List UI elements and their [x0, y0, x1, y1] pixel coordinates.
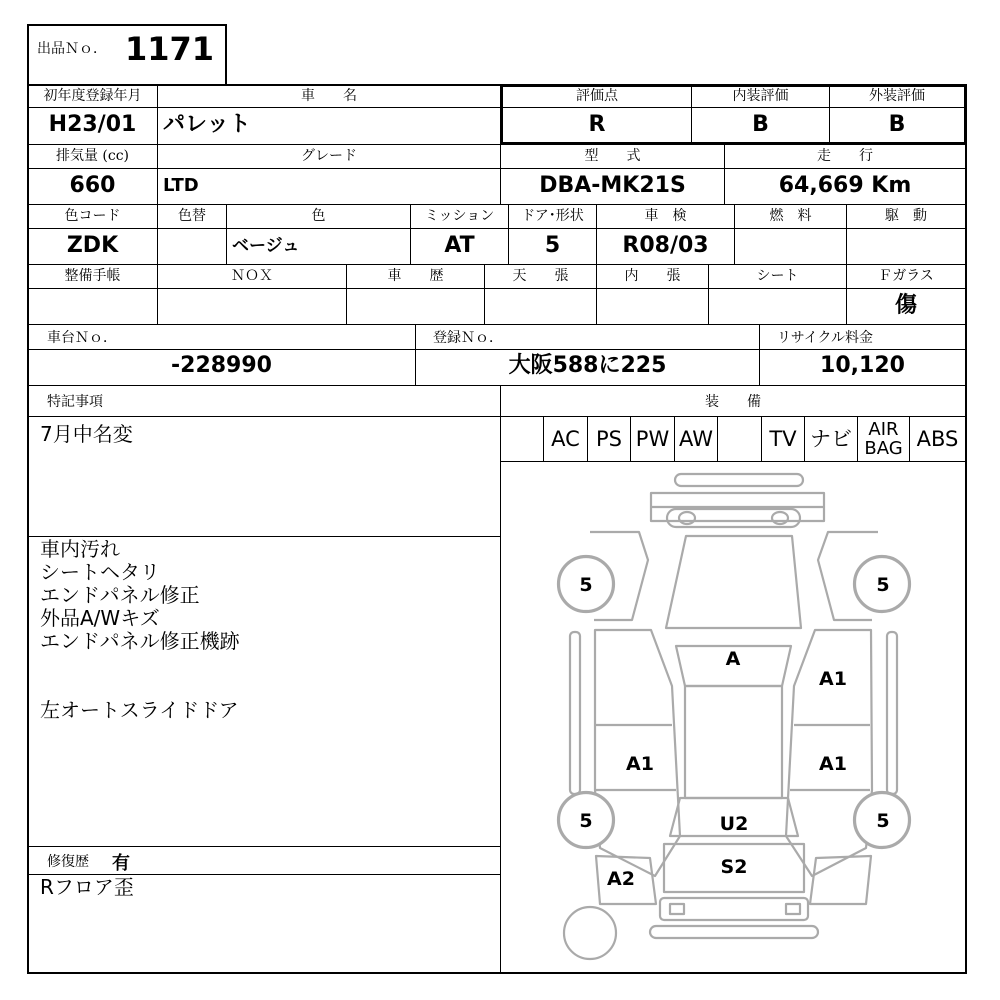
- rear-left-mark: A2: [607, 868, 635, 890]
- equipment-item-blank-2: [718, 417, 761, 461]
- repair-note: Rフロア歪: [40, 875, 134, 899]
- note-block-2: 車内汚れ シートヘタリ エンドパネル修正 外品A/Wキズ エンドパネル修正機跡: [40, 537, 240, 653]
- transmission-value: AT: [444, 233, 475, 258]
- grade-header: グレード: [301, 148, 357, 164]
- car-name-value: パレット: [163, 112, 251, 137]
- service-book-header: 整備手帳: [64, 268, 121, 284]
- note-line-3: 左オートスライドドア: [40, 698, 239, 722]
- exterior-header: 外装評価: [869, 88, 925, 104]
- reg-no-header: 登録Ｎｏ．: [433, 330, 503, 346]
- model-code-header: 型 式: [584, 148, 641, 164]
- displacement-value: 660: [69, 173, 116, 198]
- lot-box-left: [27, 24, 29, 84]
- roof-outline: [685, 686, 782, 798]
- front-right-mark: A1: [819, 668, 847, 690]
- car-name-header: 車 名: [301, 88, 357, 104]
- inspection-value: R08/03: [622, 233, 709, 258]
- inspection-header: 車 検: [644, 208, 687, 224]
- f-glass-value: 傷: [894, 293, 917, 318]
- f-glass-header: Ｆガラス: [878, 268, 934, 284]
- lot-number: 1171: [125, 30, 215, 68]
- nox-value: [158, 288, 346, 324]
- transmission-header: ミッション: [424, 208, 495, 224]
- lot-label: 出品Ｎｏ．: [37, 41, 107, 57]
- equipment-header: 装 備: [705, 394, 761, 410]
- grade-value: LTD: [163, 175, 199, 196]
- chassis-no-value: -228990: [171, 353, 272, 378]
- equipment-item-pw: PW: [635, 427, 670, 451]
- equipment-item-tv: TV: [769, 427, 797, 451]
- service-book-value: [28, 288, 157, 324]
- displacement-header: 排気量 (cc): [55, 148, 130, 164]
- mileage-header: 走 行: [817, 148, 873, 164]
- frame-right: [965, 84, 967, 974]
- car-damage-diagram: [502, 462, 965, 972]
- model-code-value: DBA-MK21S: [539, 173, 686, 198]
- drive-value: [847, 228, 965, 264]
- color-code-value: ZDK: [66, 233, 119, 258]
- lot-box-right: [225, 24, 227, 84]
- note-line-1: 7月中名変: [40, 422, 133, 446]
- nox-header: ＮＯＸ: [231, 268, 273, 284]
- rear-panel-mark: U2: [719, 813, 749, 835]
- seat-value: [709, 288, 846, 324]
- left-door-mark: A1: [626, 753, 654, 775]
- fuel-header: 燃 料: [769, 208, 812, 224]
- recycle-fee-header: リサイクル料金: [777, 330, 874, 346]
- roof-value: [485, 288, 596, 324]
- repair-history-value: 有: [112, 853, 130, 874]
- history-value: [347, 288, 484, 324]
- frame-bottom: [27, 972, 967, 974]
- score-header: 評価点: [576, 88, 618, 104]
- rear-bumper-mark: S2: [720, 856, 748, 878]
- inner-lining-header: 内 張: [624, 268, 681, 284]
- chassis-no-header: 車台Ｎｏ．: [47, 330, 117, 346]
- windshield-outline: [666, 536, 801, 628]
- color-change-header: 色替: [178, 208, 206, 224]
- equipment-item-ps: PS: [596, 427, 622, 451]
- tire-fr-mark: 5: [876, 574, 890, 596]
- color-header: 色: [311, 208, 326, 224]
- color-change-value: [158, 228, 226, 264]
- repair-history-header: 修復歴: [47, 854, 89, 870]
- recycle-fee-value: 10,120: [820, 353, 905, 378]
- equipment-item-abs: ABS: [916, 427, 959, 451]
- right-door-mark: A1: [819, 753, 847, 775]
- equipment-item-aw: AW: [679, 427, 713, 451]
- roof-mark: A: [725, 648, 741, 670]
- interior-value: B: [752, 112, 769, 137]
- fuel-value: [735, 228, 846, 264]
- first-reg-header: 初年度登録年月: [43, 88, 142, 104]
- color-value: ベージュ: [232, 236, 300, 256]
- inner-lining-value: [597, 288, 708, 324]
- door-type-header: ドア･形状: [521, 208, 584, 224]
- exterior-value: B: [888, 112, 906, 137]
- notes-header: 特記事項: [47, 394, 103, 410]
- mileage-value: 64,669 Km: [778, 173, 912, 198]
- first-reg-value: H23/01: [48, 112, 137, 137]
- history-header: 車 歴: [387, 268, 444, 284]
- reg-no-value: 大阪588に225: [508, 353, 667, 378]
- equipment-item-airbag: AIR BAG: [864, 419, 903, 459]
- tire-rl-mark: 5: [579, 810, 593, 832]
- interior-header: 内装評価: [732, 88, 789, 104]
- roof-header: 天 張: [512, 268, 569, 284]
- lot-box-top: [27, 24, 227, 26]
- equipment-item-blank-1: [501, 417, 543, 461]
- front-grille-outline: [651, 493, 824, 521]
- equipment-item-ac: AC: [551, 427, 580, 451]
- score-value: R: [588, 112, 606, 137]
- seat-header: シート: [756, 268, 799, 284]
- tire-rr-mark: 5: [876, 810, 890, 832]
- door-type-value: 5: [544, 233, 561, 258]
- color-code-header: 色コード: [64, 208, 121, 224]
- drive-header: 駆 動: [885, 208, 927, 224]
- front-bumper-outline: [675, 474, 803, 486]
- equipment-item-navi: ナビ: [810, 427, 852, 451]
- spare-tire-outline: [564, 907, 616, 959]
- rear-right-quarter-outline: [810, 856, 871, 904]
- tire-fl-mark: 5: [579, 574, 593, 596]
